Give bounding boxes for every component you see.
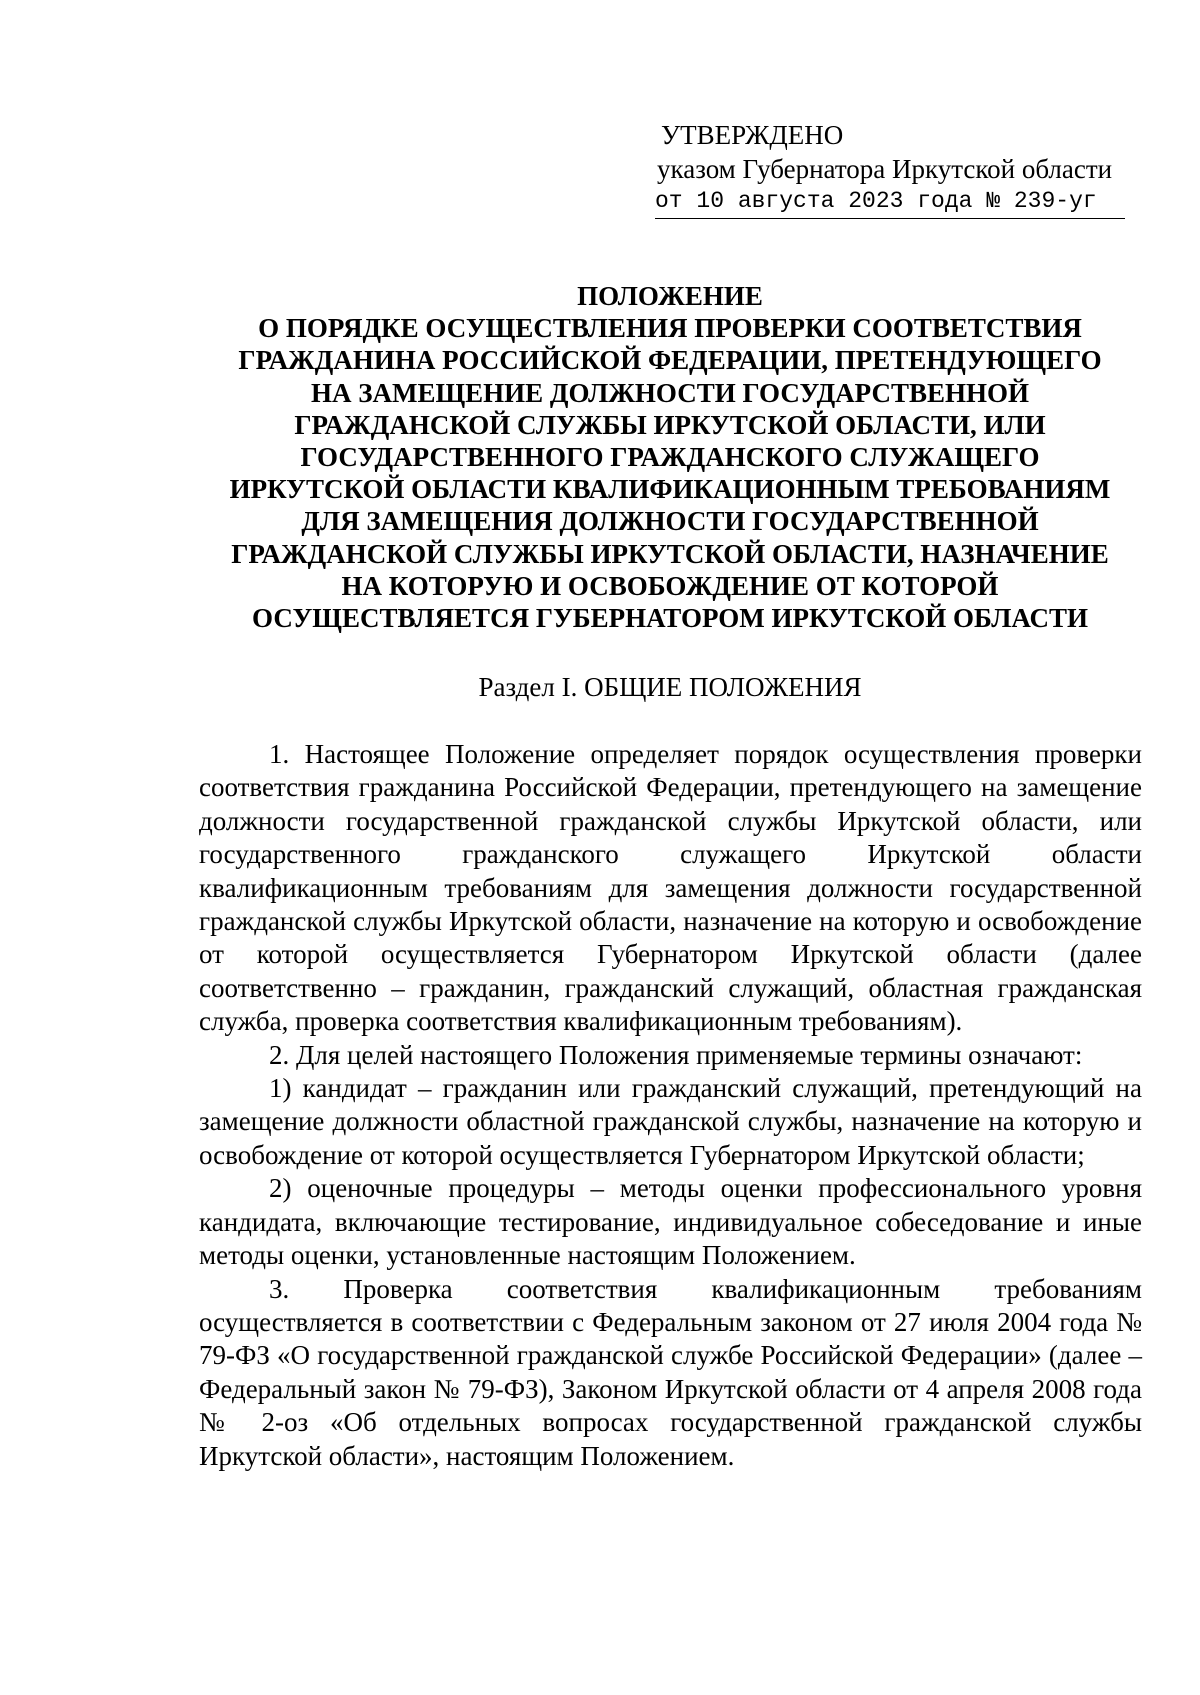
- paragraph: 1. Настоящее Положение определяет порядок осуществления проверки соответствия гражданина Российской Федерации, претендующего на замещение должности государственной гражданской службы Иркутской области, или государственного гражданского служащего Иркутской области квалификационным требованиям для замещения должности государственной гражданской службы Иркутской области, назначение на которую и освобождение от которой осуществляется Губернатором Иркутской области (далее соответственно – гражданин, гражданский служащий, областная гражданская служба, проверка соответствия квалификационным требованиям).: [199, 739, 1142, 1037]
- title-line: ГРАЖДАНСКОЙ СЛУЖБЫ ИРКУТСКОЙ ОБЛАСТИ, НАЗНАЧЕНИЕ: [231, 538, 1109, 569]
- paragraph: 2. Для целей настоящего Положения применяемые термины означают:: [269, 1039, 1083, 1070]
- title-line: НА КОТОРУЮ И ОСВОБОЖДЕНИЕ ОТ КОТОРОЙ: [341, 570, 999, 601]
- title-line: НА ЗАМЕЩЕНИЕ ДОЛЖНОСТИ ГОСУДАРСТВЕННОЙ: [310, 377, 1030, 408]
- paragraph: 2) оценочные процедуры – методы оценки профессионального уровня кандидата, включающие тестирование, индивидуальное собеседование и иные методы оценки, установленные настоящим Положением.: [199, 1173, 1142, 1271]
- approval-date-number: от 10 августа 2023 года № 239-уг: [655, 186, 1125, 219]
- title-line: ПОЛОЖЕНИЕ: [577, 281, 763, 311]
- section-heading: Раздел I. ОБЩИЕ ПОЛОЖЕНИЯ: [478, 672, 862, 702]
- title-line: ОСУЩЕСТВЛЯЕТСЯ ГУБЕРНАТОРОМ ИРКУТСКОЙ ОБЛАСТИ: [252, 603, 1088, 634]
- title-line: ГРАЖДАНСКОЙ СЛУЖБЫ ИРКУТСКОЙ ОБЛАСТИ, ИЛИ: [294, 409, 1046, 440]
- title-line: ГРАЖДАНИНА РОССИЙСКОЙ ФЕДЕРАЦИИ, ПРЕТЕНДУЮЩЕГО: [238, 345, 1102, 376]
- title-line: О ПОРЯДКЕ ОСУЩЕСТВЛЕНИЯ ПРОВЕРКИ СООТВЕТСТВИЯ: [258, 313, 1082, 344]
- paragraph: 1) кандидат – гражданин или гражданский служащий, претендующий на замещение должности областной гражданской службы, назначение на которую и освобождение от которой осуществляется Губернатором Иркутской области;: [199, 1073, 1142, 1170]
- paragraph: 3. Проверка соответствия квалификационным требованиям осуществляется в соответствии с Федеральным законом от 27 июля 2004 года № 79-ФЗ «О государственной гражданской службе Российской Федерации» (далее – Федеральный закон № 79-ФЗ), Законом Иркутской области от 4 апреля 2008 года № 2-оз «Об отдельных вопросах государственной гражданской службы Иркутской области», настоящим Положением.: [199, 1273, 1142, 1471]
- approval-label: УТВЕРЖДЕНО: [661, 120, 844, 150]
- document-body: [199, 738, 1142, 1473]
- title-line: ИРКУТСКОЙ ОБЛАСТИ КВАЛИФИКАЦИОННЫМ ТРЕБОВАНИЯМ: [229, 474, 1111, 505]
- approval-stamp: [655, 118, 1135, 219]
- title-line: ГОСУДАРСТВЕННОГО ГРАЖДАНСКОГО СЛУЖАЩЕГО: [300, 442, 1040, 473]
- title-line: ДЛЯ ЗАМЕЩЕНИЯ ДОЛЖНОСТИ ГОСУДАРСТВЕННОЙ: [301, 506, 1039, 537]
- document-title: [190, 280, 1150, 634]
- approval-decree: указом Губернатора Иркутской области: [657, 154, 1113, 184]
